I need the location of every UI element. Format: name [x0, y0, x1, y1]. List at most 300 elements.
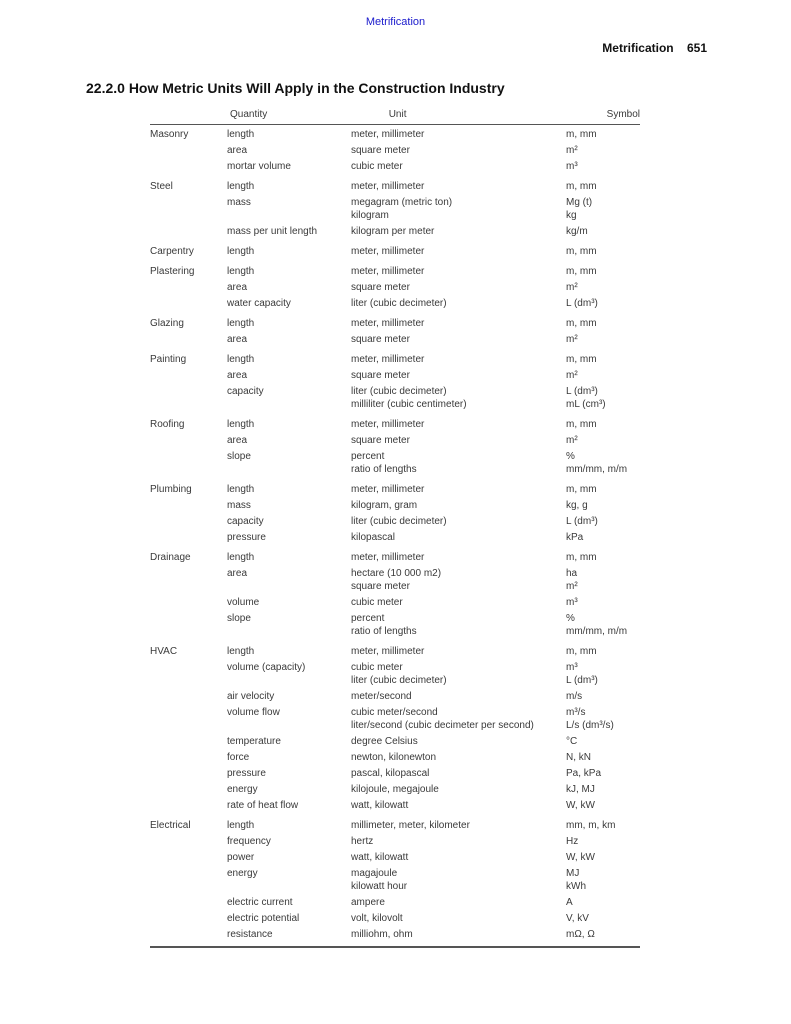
symbol-text: %	[566, 613, 575, 624]
symbol-cell	[566, 160, 640, 173]
group-name: Plumbing	[150, 484, 192, 495]
quantity-cell	[227, 783, 351, 796]
quantity-text: volume flow	[227, 707, 280, 718]
unit-cell	[351, 751, 566, 764]
quantity-cell	[227, 317, 351, 330]
symbol-cell	[566, 799, 640, 812]
quantity-cell	[227, 645, 351, 658]
table-header	[150, 108, 640, 125]
unit-text: meter, millimeter	[351, 266, 425, 277]
table-row	[227, 499, 640, 512]
table-row	[227, 483, 640, 496]
unit-cell	[351, 567, 566, 593]
quantity-cell	[227, 265, 351, 278]
group-rows	[227, 180, 640, 241]
symbol-cell	[566, 265, 640, 278]
quantity-cell	[227, 767, 351, 780]
group-rows	[227, 317, 640, 349]
symbol-text: m, mm	[566, 266, 597, 277]
unit-text: kilojoule, megajoule	[351, 784, 439, 795]
unit-cell	[351, 450, 566, 476]
symbol-cell	[566, 317, 640, 330]
symbol-text: kg, g	[566, 500, 588, 511]
unit-cell	[351, 596, 566, 609]
table-group	[150, 551, 640, 641]
unit-cell	[351, 819, 566, 832]
unit-text: meter, millimeter	[351, 181, 425, 192]
symbol-cell	[566, 281, 640, 294]
quantity-text: slope	[227, 613, 251, 624]
quantity-cell	[227, 928, 351, 941]
symbol-text: m, mm	[566, 419, 597, 430]
table-row	[227, 385, 640, 411]
symbol-text: L (dm³)	[566, 298, 598, 309]
unit-cell	[351, 418, 566, 431]
running-title: Metrification	[602, 41, 674, 55]
quantity-cell	[227, 835, 351, 848]
table-group	[150, 645, 640, 815]
symbol-cell	[566, 851, 640, 864]
unit-text: cubic meter	[351, 662, 403, 673]
quantity-text: temperature	[227, 736, 281, 747]
group-rows	[227, 645, 640, 815]
unit-text: liter (cubic decimeter)	[351, 516, 447, 527]
unit-cell	[351, 281, 566, 294]
quantity-text: water capacity	[227, 298, 291, 309]
symbol-cell	[566, 661, 640, 687]
symbol-text: m, mm	[566, 552, 597, 563]
symbol-text: m, mm	[566, 246, 597, 257]
symbol-cell	[566, 690, 640, 703]
unit-cell	[351, 483, 566, 496]
table-row	[227, 735, 640, 748]
quantity-cell	[227, 661, 351, 687]
symbol-text: W, kW	[566, 800, 595, 811]
unit-cell	[351, 851, 566, 864]
quantity-cell	[227, 867, 351, 893]
quantity-cell	[227, 180, 351, 193]
quantity-text: length	[227, 246, 255, 257]
quantity-text: area	[227, 370, 248, 381]
unit-text: megagram (metric ton)	[351, 197, 453, 208]
unit-cell	[351, 369, 566, 382]
table-row	[227, 245, 640, 258]
quantity-text: air velocity	[227, 691, 275, 702]
symbol-text: m²	[566, 145, 578, 156]
quantity-cell	[227, 551, 351, 564]
symbol-cell	[566, 706, 640, 732]
table-row	[227, 281, 640, 294]
symbol-cell	[566, 515, 640, 528]
quantity-text: pressure	[227, 532, 266, 543]
symbol-cell	[566, 912, 640, 925]
quantity-cell	[227, 499, 351, 512]
table-row	[227, 317, 640, 330]
unit-cell	[351, 783, 566, 796]
quantity-text: area	[227, 282, 248, 293]
unit-text: square meter	[351, 334, 410, 345]
symbol-text: °C	[566, 736, 578, 747]
symbol-cell	[566, 483, 640, 496]
quantity-cell	[227, 245, 351, 258]
unit-cell	[351, 835, 566, 848]
symbol-cell	[566, 767, 640, 780]
quantity-text: length	[227, 484, 255, 495]
table-row	[227, 128, 640, 141]
symbol-text: kJ, MJ	[566, 784, 595, 795]
unit-text: kilogram	[351, 210, 389, 221]
unit-cell	[351, 928, 566, 941]
symbol-text: m²	[566, 581, 578, 592]
unit-cell	[351, 499, 566, 512]
metric-units-table	[150, 108, 640, 948]
table-bottom-rule	[150, 946, 640, 948]
unit-text: ampere	[351, 897, 385, 908]
table-row	[227, 531, 640, 544]
table-row	[227, 928, 640, 941]
table-group	[150, 483, 640, 547]
quantity-text: area	[227, 145, 248, 156]
unit-cell	[351, 551, 566, 564]
symbol-text: m²	[566, 435, 578, 446]
symbol-text: m, mm	[566, 484, 597, 495]
unit-cell	[351, 317, 566, 330]
symbol-text: L (dm³)	[566, 386, 598, 397]
group-name: Electrical	[150, 820, 191, 831]
quantity-cell	[227, 912, 351, 925]
group-name: Glazing	[150, 318, 184, 329]
quantity-text: energy	[227, 868, 258, 879]
unit-text: square meter	[351, 145, 410, 156]
table-row	[227, 180, 640, 193]
unit-text: square meter	[351, 581, 410, 592]
quantity-text: length	[227, 181, 255, 192]
symbol-cell	[566, 567, 640, 593]
symbol-cell	[566, 245, 640, 258]
quantity-cell	[227, 531, 351, 544]
table-row	[227, 450, 640, 476]
unit-cell	[351, 612, 566, 638]
unit-cell	[351, 225, 566, 238]
symbol-cell	[566, 225, 640, 238]
unit-text: percent	[351, 613, 385, 624]
section-title: 22.2.0 How Metric Units Will Apply in the Construction Industry	[86, 80, 505, 96]
quantity-text: length	[227, 419, 255, 430]
unit-text: square meter	[351, 370, 410, 381]
unit-text: kilowatt hour	[351, 881, 408, 892]
table-row	[227, 835, 640, 848]
symbol-cell	[566, 180, 640, 193]
unit-cell	[351, 767, 566, 780]
table-row	[227, 196, 640, 222]
symbol-text: m, mm	[566, 318, 597, 329]
symbol-text: mL (cm³)	[566, 399, 606, 410]
symbol-text: m²	[566, 334, 578, 345]
page-number: 651	[686, 41, 707, 55]
quantity-text: force	[227, 752, 250, 763]
quantity-text: mass	[227, 197, 251, 208]
table-row	[227, 297, 640, 310]
unit-text: percent	[351, 451, 385, 462]
quantity-text: capacity	[227, 516, 264, 527]
unit-text: liter/second (cubic decimeter per second)	[351, 720, 534, 731]
unit-cell	[351, 799, 566, 812]
group-rows	[227, 418, 640, 479]
symbol-text: m, mm	[566, 354, 597, 365]
symbol-text: m³/s	[566, 707, 586, 718]
table-row	[227, 515, 640, 528]
symbol-cell	[566, 333, 640, 346]
symbol-cell	[566, 434, 640, 447]
quantity-cell	[227, 851, 351, 864]
unit-text: kilogram per meter	[351, 226, 435, 237]
symbol-cell	[566, 835, 640, 848]
table-row	[227, 896, 640, 909]
quantity-cell	[227, 333, 351, 346]
symbol-cell	[566, 385, 640, 411]
header-unit: Unit	[388, 109, 407, 120]
table-row	[227, 690, 640, 703]
unit-text: meter, millimeter	[351, 129, 425, 140]
unit-text: watt, kilowatt	[351, 800, 409, 811]
quantity-text: length	[227, 820, 255, 831]
symbol-text: m, mm	[566, 129, 597, 140]
quantity-text: electric potential	[227, 913, 300, 924]
symbol-cell	[566, 369, 640, 382]
symbol-text: m²	[566, 370, 578, 381]
unit-cell	[351, 297, 566, 310]
symbol-text: m³	[566, 662, 578, 673]
symbol-text: N, kN	[566, 752, 591, 763]
unit-text: meter, millimeter	[351, 318, 425, 329]
quantity-cell	[227, 297, 351, 310]
symbol-text: L/s (dm³/s)	[566, 720, 614, 731]
unit-cell	[351, 867, 566, 893]
group-name: Roofing	[150, 419, 185, 430]
group-name: HVAC	[150, 646, 178, 657]
quantity-text: length	[227, 552, 255, 563]
quantity-cell	[227, 418, 351, 431]
symbol-text: mΩ, Ω	[566, 929, 595, 940]
unit-cell	[351, 180, 566, 193]
quantity-cell	[227, 144, 351, 157]
quantity-text: energy	[227, 784, 258, 795]
quantity-cell	[227, 385, 351, 411]
unit-text: meter, millimeter	[351, 419, 425, 430]
group-rows	[227, 265, 640, 313]
table-group	[150, 819, 640, 944]
quantity-cell	[227, 799, 351, 812]
unit-cell	[351, 896, 566, 909]
unit-text: meter, millimeter	[351, 354, 425, 365]
unit-cell	[351, 196, 566, 222]
symbol-text: %	[566, 451, 575, 462]
unit-text: pascal, kilopascal	[351, 768, 430, 779]
symbol-text: mm/mm, m/m	[566, 464, 628, 475]
symbol-cell	[566, 783, 640, 796]
table-group	[150, 418, 640, 479]
quantity-text: volume	[227, 597, 260, 608]
symbol-cell	[566, 499, 640, 512]
symbol-text: m, mm	[566, 646, 597, 657]
unit-text: kilopascal	[351, 532, 395, 543]
quantity-cell	[227, 567, 351, 593]
unit-cell	[351, 245, 566, 258]
group-name: Masonry	[150, 129, 189, 140]
unit-text: meter, millimeter	[351, 484, 425, 495]
group-name: Steel	[150, 181, 173, 192]
unit-cell	[351, 144, 566, 157]
unit-cell	[351, 160, 566, 173]
symbol-cell	[566, 418, 640, 431]
unit-cell	[351, 706, 566, 732]
symbol-text: m/s	[566, 691, 583, 702]
metrification-link[interactable]: Metrification	[365, 16, 426, 28]
table-row	[227, 799, 640, 812]
table-row	[227, 783, 640, 796]
table-row	[227, 912, 640, 925]
symbol-text: m, mm	[566, 181, 597, 192]
table-row	[227, 751, 640, 764]
unit-text: liter (cubic decimeter)	[351, 386, 447, 397]
quantity-cell	[227, 896, 351, 909]
quantity-text: area	[227, 334, 248, 345]
unit-text: degree Celsius	[351, 736, 418, 747]
symbol-cell	[566, 819, 640, 832]
unit-cell	[351, 265, 566, 278]
quantity-cell	[227, 353, 351, 366]
quantity-text: area	[227, 435, 248, 446]
table-body	[150, 128, 640, 944]
symbol-text: Pa, kPa	[566, 768, 602, 779]
table-row	[227, 645, 640, 658]
quantity-cell	[227, 596, 351, 609]
symbol-cell	[566, 450, 640, 476]
symbol-cell	[566, 867, 640, 893]
symbol-text: m³	[566, 161, 578, 172]
unit-text: milliohm, ohm	[351, 929, 413, 940]
unit-text: newton, kilonewton	[351, 752, 437, 763]
quantity-text: volume (capacity)	[227, 662, 306, 673]
group-name: Drainage	[150, 552, 191, 563]
unit-cell	[351, 333, 566, 346]
quantity-cell	[227, 612, 351, 638]
group-rows	[227, 245, 640, 261]
quantity-text: length	[227, 129, 255, 140]
unit-cell	[351, 128, 566, 141]
unit-cell	[351, 661, 566, 687]
header-quantity: Quantity	[230, 109, 268, 120]
symbol-text: L (dm³)	[566, 675, 598, 686]
quantity-text: frequency	[227, 836, 271, 847]
table-row	[227, 434, 640, 447]
symbol-text: ha	[566, 568, 578, 579]
quantity-cell	[227, 369, 351, 382]
table-row	[227, 333, 640, 346]
table-row	[227, 851, 640, 864]
unit-text: ratio of lengths	[351, 626, 417, 637]
unit-text: volt, kilovolt	[351, 913, 403, 924]
quantity-cell	[227, 690, 351, 703]
unit-text: magajoule	[351, 868, 398, 879]
quantity-text: resistance	[227, 929, 273, 940]
symbol-text: Hz	[566, 836, 579, 847]
quantity-text: mortar volume	[227, 161, 291, 172]
table-row	[227, 867, 640, 893]
symbol-cell	[566, 612, 640, 638]
table-row	[227, 596, 640, 609]
quantity-cell	[227, 515, 351, 528]
unit-text: millimeter, meter, kilometer	[351, 820, 470, 831]
symbol-text: V, kV	[566, 913, 589, 924]
unit-text: ratio of lengths	[351, 464, 417, 475]
table-row	[227, 265, 640, 278]
group-name: Painting	[150, 354, 187, 365]
unit-text: square meter	[351, 435, 410, 446]
unit-cell	[351, 735, 566, 748]
symbol-text: MJ	[566, 868, 580, 879]
quantity-text: rate of heat flow	[227, 800, 299, 811]
symbol-text: kg/m	[566, 226, 588, 237]
quantity-text: length	[227, 646, 255, 657]
quantity-text: mass per unit length	[227, 226, 318, 237]
table-row	[227, 144, 640, 157]
unit-cell	[351, 645, 566, 658]
table-row	[227, 567, 640, 593]
quantity-text: length	[227, 318, 255, 329]
unit-text: hectare (10 000 m2)	[351, 568, 442, 579]
unit-text: meter, millimeter	[351, 646, 425, 657]
quantity-cell	[227, 450, 351, 476]
symbol-text: W, kW	[566, 852, 595, 863]
quantity-cell	[227, 434, 351, 447]
unit-text: liter (cubic decimeter)	[351, 298, 447, 309]
quantity-text: power	[227, 852, 255, 863]
table-row	[227, 819, 640, 832]
quantity-text: length	[227, 266, 255, 277]
unit-text: meter, millimeter	[351, 552, 425, 563]
unit-cell	[351, 531, 566, 544]
unit-text: meter/second	[351, 691, 412, 702]
symbol-text: A	[566, 897, 573, 908]
unit-cell	[351, 385, 566, 411]
unit-text: cubic meter	[351, 597, 403, 608]
unit-cell	[351, 353, 566, 366]
symbol-cell	[566, 645, 640, 658]
table-row	[227, 706, 640, 732]
symbol-cell	[566, 297, 640, 310]
quantity-text: length	[227, 354, 255, 365]
quantity-cell	[227, 751, 351, 764]
quantity-cell	[227, 196, 351, 222]
unit-text: kilogram, gram	[351, 500, 418, 511]
quantity-cell	[227, 735, 351, 748]
symbol-cell	[566, 196, 640, 222]
symbol-text: kg	[566, 210, 577, 221]
group-rows	[227, 819, 640, 944]
quantity-text: slope	[227, 451, 251, 462]
unit-text: milliliter (cubic centimeter)	[351, 399, 467, 410]
symbol-cell	[566, 928, 640, 941]
quantity-text: pressure	[227, 768, 266, 779]
symbol-text: m²	[566, 282, 578, 293]
unit-text: watt, kilowatt	[351, 852, 409, 863]
unit-cell	[351, 690, 566, 703]
table-group	[150, 265, 640, 313]
quantity-text: area	[227, 568, 248, 579]
symbol-text: mm/mm, m/m	[566, 626, 628, 637]
group-rows	[227, 353, 640, 414]
